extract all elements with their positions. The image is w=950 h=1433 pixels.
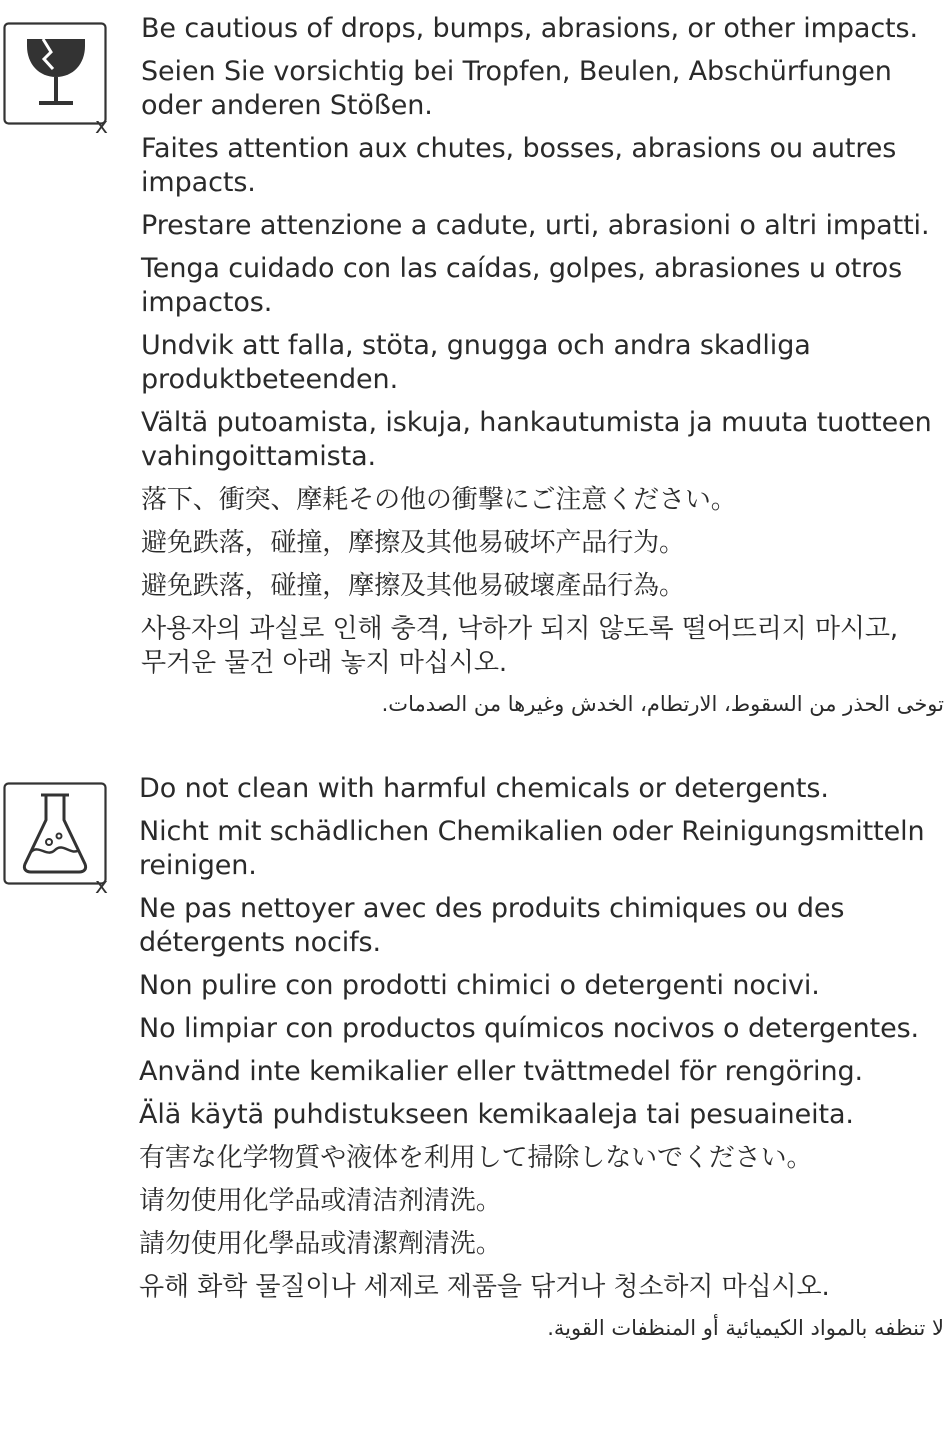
text-it: Non pulire con prodotti chimici o detergenti nocivi. <box>139 970 820 1001</box>
text-es: No limpiar con productos químicos nocivos o detergentes. <box>139 1013 920 1044</box>
text-en: Do not clean with harmful chemicals or detergents. <box>139 773 829 804</box>
text-sv: Undvik att falla, stöta, gnugga och andra skadliga produktbeteenden. <box>141 330 811 395</box>
text-zh-hans: 避免跌落，碰撞，摩擦及其他易破坏产品行为。 <box>141 528 685 558</box>
text-zh-hant: 請勿使用化學品或清潔劑清洗。 <box>139 1229 502 1259</box>
fragile-text-block <box>141 12 950 728</box>
text-en: Be cautious of drops, bumps, abrasions, or other impacts. <box>141 13 918 44</box>
icon-x-mark: x <box>95 874 109 894</box>
chemical-text-block <box>139 772 950 1352</box>
text-ar: توخى الحذر من السقوط، الارتطام، الخدش وغيرها من الصدمات. <box>381 692 944 716</box>
text-de: Nicht mit schädlichen Chemikalien oder Reinigungsmitteln reinigen. <box>139 816 925 881</box>
text-fr: Ne pas nettoyer avec des produits chimiques ou des détergents nocifs. <box>139 893 845 958</box>
text-es: Tenga cuidado con las caídas, golpes, abrasiones u otros impactos. <box>141 253 903 318</box>
text-de: Seien Sie vorsichtig bei Tropfen, Beulen, Abschürfungen oder anderen Stößen. <box>141 56 892 121</box>
text-fr: Faites attention aux chutes, bosses, abrasions ou autres impacts. <box>141 133 897 198</box>
text-ja: 落下、衝突、摩耗その他の衝撃にご注意ください。 <box>141 485 737 515</box>
icon-x-mark: x <box>95 114 109 134</box>
text-zh-hant: 避免跌落，碰撞，摩擦及其他易破壞產品行為。 <box>141 571 685 601</box>
text-fi: Vältä putoamista, iskuja, hankautumista ja muuta tuotteen vahingoittamista. <box>141 407 932 472</box>
text-ko: 사용자의 과실로 인해 충격, 낙하가 되지 않도록 떨어뜨리지 마시고, 무거운 물건 아래 놓지 마십시오. <box>141 614 899 678</box>
text-ko: 유해 화학 물질이나 세제로 제품을 닦거나 청소하지 마십시오. <box>139 1272 830 1302</box>
fragile-glass-icon <box>3 22 109 134</box>
chemical-flask-icon <box>3 782 109 894</box>
text-fi: Älä käytä puhdistukseen kemikaaleja tai pesuaineita. <box>139 1099 854 1130</box>
text-ar: لا تنظفه بالمواد الكيميائية أو المنظفات القوية. <box>547 1316 944 1340</box>
text-ja: 有害な化学物質や液体を利用して掃除しないでください。 <box>139 1143 813 1173</box>
text-zh-hans: 请勿使用化学品或清洁剂清洗。 <box>139 1186 502 1216</box>
text-sv: Använd inte kemikalier eller tvättmedel för rengöring. <box>139 1056 863 1087</box>
text-it: Prestare attenzione a cadute, urti, abrasioni o altri impatti. <box>141 210 930 241</box>
